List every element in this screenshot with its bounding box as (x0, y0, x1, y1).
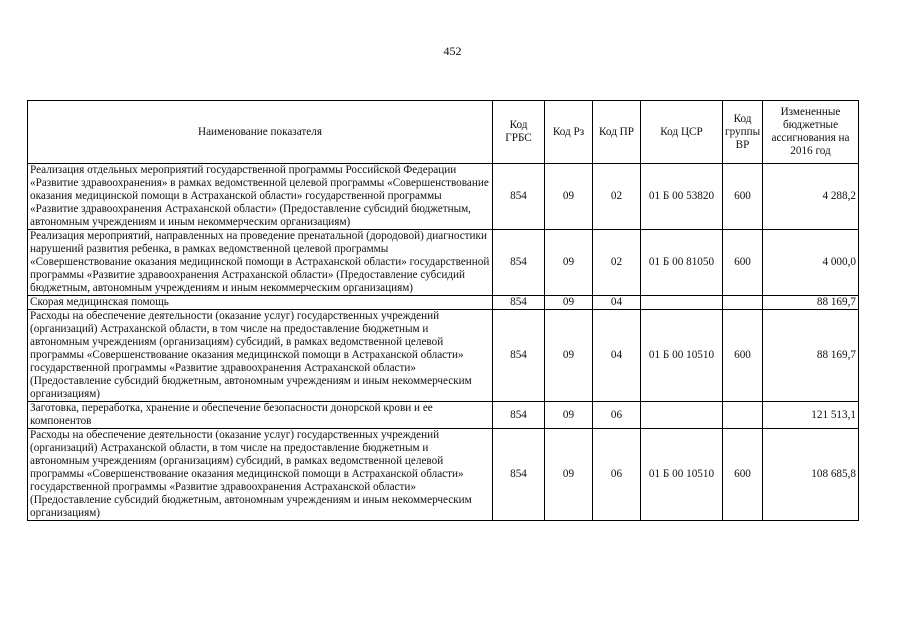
header-csr: Код ЦСР (641, 101, 723, 164)
row-pr: 04 (593, 310, 641, 402)
header-grbs: Код ГРБС (493, 101, 545, 164)
header-pr: Код ПР (593, 101, 641, 164)
row-name: Скорая медицинская помощь (28, 296, 493, 310)
row-grbs: 854 (493, 296, 545, 310)
row-amount: 88 169,7 (763, 310, 859, 402)
row-grbs: 854 (493, 429, 545, 521)
row-amount: 121 513,1 (763, 402, 859, 429)
row-csr: 01 Б 00 53820 (641, 164, 723, 230)
row-csr (641, 402, 723, 429)
row-rz: 09 (545, 230, 593, 296)
row-amount: 108 685,8 (763, 429, 859, 521)
row-name: Реализация мероприятий, направленных на проведение пренатальной (дородовой) диагностики нарушений развития ребенка, в рамках ведомственной целевой программы «Совершенствование оказания медицинской помощи в Астраханской области» государственной программы «Развитие здравоохранения Астраханской области» (Предоставление субсидий бюджетным, автономным учреждениям и иным некоммерческим организациям) (28, 230, 493, 296)
row-vr: 600 (723, 310, 763, 402)
table-row (28, 230, 859, 296)
table-row (28, 429, 859, 521)
row-name: Реализация отдельных мероприятий государственной программы Российской Федерации «Развитие здравоохранения» в рамках ведомственной целевой программы «Совершенствование оказания медицинской помощи в Астраханской области» государственной программы «Развитие здравоохранения Астраханской области» (Предоставление субсидий бюджетным, автономным учреждениям и иным некоммерческим организациям) (28, 164, 493, 230)
page-number: 452 (443, 44, 462, 58)
table-row (28, 310, 859, 402)
row-rz: 09 (545, 296, 593, 310)
header-name: Наименование показателя (28, 101, 493, 164)
row-pr: 04 (593, 296, 641, 310)
row-rz: 09 (545, 310, 593, 402)
row-vr (723, 402, 763, 429)
row-csr: 01 Б 00 10510 (641, 310, 723, 402)
row-grbs: 854 (493, 164, 545, 230)
header-rz: Код Рз (545, 101, 593, 164)
row-grbs: 854 (493, 310, 545, 402)
row-vr: 600 (723, 230, 763, 296)
row-name: Расходы на обеспечение деятельности (оказание услуг) государственных учреждений (организаций) Астраханской области, в том числе на предоставление бюджетным и автономным учреждениям (организациям) субсидий, в рамках ведомственной целевой программы «Совершенствование оказания медицинской помощи в Астраханской области» государственной программы «Развитие здравоохранения Астраханской области» (Предоставление субсидий бюджетным, автономным учреждениям и иным некоммерческим организациям) (28, 310, 493, 402)
row-amount: 4 288,2 (763, 164, 859, 230)
table-row (28, 402, 859, 429)
row-rz: 09 (545, 429, 593, 521)
row-csr: 01 Б 00 10510 (641, 429, 723, 521)
row-vr (723, 296, 763, 310)
row-pr: 06 (593, 429, 641, 521)
row-name: Расходы на обеспечение деятельности (оказание услуг) государственных учреждений (организаций) Астраханской области, в том числе на предоставление бюджетным и автономным учреждениям (организациям) субсидий, в рамках ведомственной целевой программы «Совершенствование оказания медицинской помощи в Астраханской области» государственной программы «Развитие здравоохранения Астраханской области» (Предоставление субсидий бюджетным, автономным учреждениям и иным некоммерческим организациям) (28, 429, 493, 521)
row-csr (641, 296, 723, 310)
row-name: Заготовка, переработка, хранение и обеспечение безопасности донорской крови и ее компонентов (28, 402, 493, 429)
row-pr: 06 (593, 402, 641, 429)
row-vr: 600 (723, 164, 763, 230)
row-pr: 02 (593, 164, 641, 230)
row-csr: 01 Б 00 81050 (641, 230, 723, 296)
row-grbs: 854 (493, 230, 545, 296)
header-vr: Код группы ВР (723, 101, 763, 164)
row-pr: 02 (593, 230, 641, 296)
row-rz: 09 (545, 164, 593, 230)
budget-table (27, 100, 859, 521)
row-amount: 4 000,0 (763, 230, 859, 296)
table-row (28, 164, 859, 230)
table-header-row (28, 101, 859, 164)
table-row (28, 296, 859, 310)
row-grbs: 854 (493, 402, 545, 429)
header-amount: Измененные бюджетные ассигнования на 2016 год (763, 101, 859, 164)
row-rz: 09 (545, 402, 593, 429)
row-amount: 88 169,7 (763, 296, 859, 310)
row-vr: 600 (723, 429, 763, 521)
